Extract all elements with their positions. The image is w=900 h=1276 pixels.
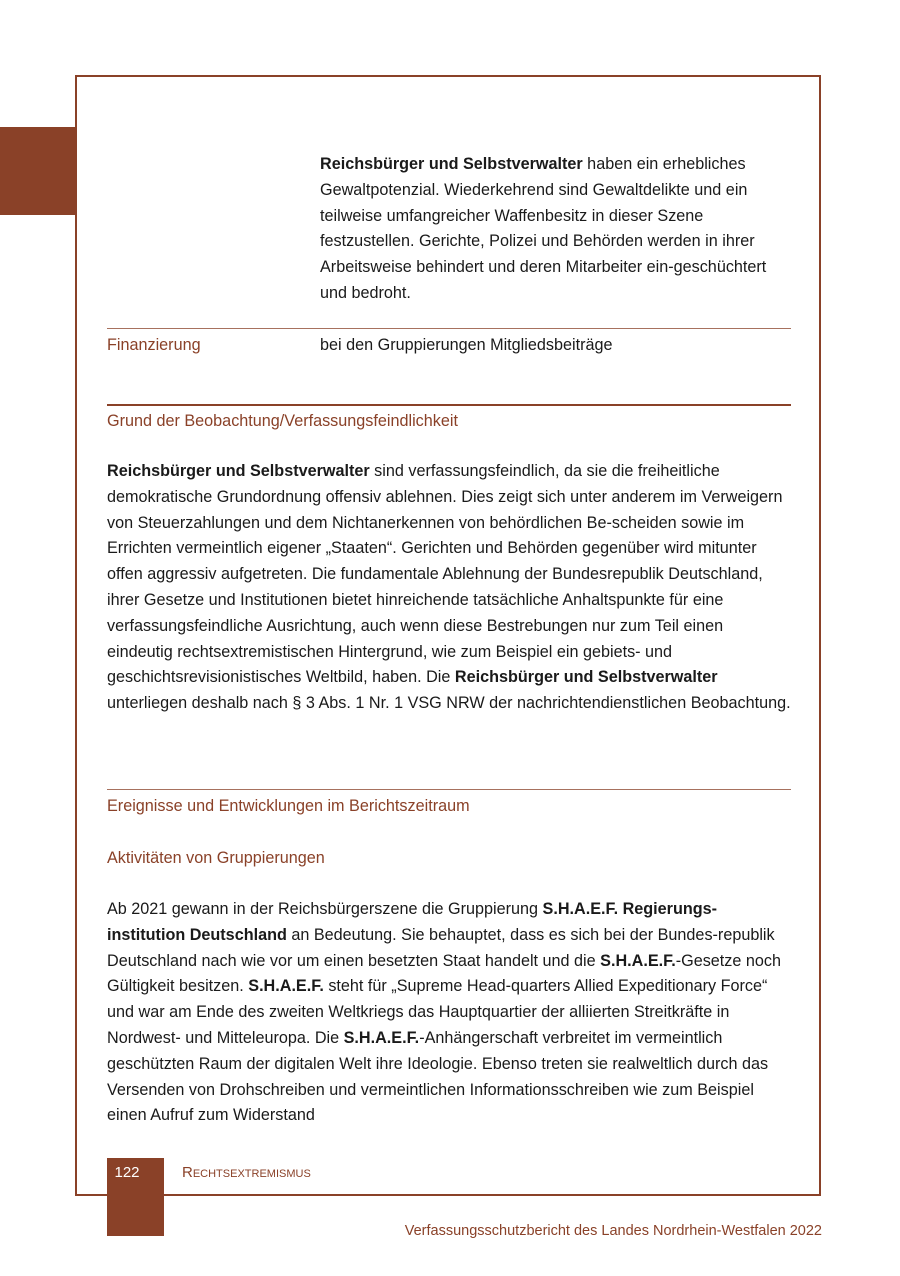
events-text-1: Ab 2021 gewann in der Reichsbürgerszene die Gruppierung: [107, 900, 543, 918]
divider-financing: [107, 328, 791, 329]
events-subheading: Aktivitäten von Gruppierungen: [107, 849, 325, 867]
events-bold-4: S.H.A.E.F.: [343, 1028, 420, 1047]
intro-paragraph: [320, 152, 790, 307]
observation-text-1: sind verfassungsfeindlich, da sie die freiheitliche demokratische Grundordnung offensiv ablehnen. Dies zeigt sich unter anderem im Verweigern von Steuerzahlungen und dem Nichtanerkennen von behördlichen Be-scheiden sowie im Errichten vermeintlich eigener „Staaten“. Gerichten und Behörden gegenüber wird mitunter offen aggressiv aufgetreten. Die fundamentale Ablehnung der Bundesrepublik Deutschland, ihrer Gesetze und Institutionen bietet hinreichende tatsächliche Anhaltspunkte für eine verfassungsfeindliche Ausrichtung, auch wenn diese Bestrebungen nur zum Teil einen eindeutig rechtsextremistischen Hintergrund, wie zum Beispiel ein gebiets- und geschichtsrevisionistisches Weltbild, haben. Die: [107, 462, 783, 687]
events-paragraph: [107, 897, 793, 1129]
events-bold-1: S.H.A.E.F. Regierungs-institution Deutschland: [107, 900, 718, 944]
financing-label: Finanzierung: [107, 336, 201, 354]
publication-title: Verfassungsschutzbericht des Landes Nordrhein-Westfalen 2022: [404, 1223, 822, 1239]
events-text-4: steht für „Supreme Head-quarters Allied Expeditionary Force“ und war am Ende des zweiten Weltkriegs das Hauptquartier der alliierten Streitkräfte in Nordwest- und Mitteleuropa. Die: [107, 977, 768, 1047]
financing-value: bei den Gruppierungen Mitgliedsbeiträge: [320, 336, 613, 354]
page-number: 122: [114, 1164, 140, 1181]
events-bold-2: S.H.A.E.F.: [600, 951, 676, 970]
events-heading: Ereignisse und Entwicklungen im Berichtszeitraum: [107, 797, 470, 815]
events-text-3: -Gesetze noch Gültigkeit besitzen.: [107, 951, 781, 996]
events-bold-3: S.H.A.E.F.: [248, 977, 324, 996]
observation-text-2: unterliegen deshalb nach § 3 Abs. 1 Nr. 1 VSG NRW der nachrichtendienstlichen Beobachtung.: [107, 694, 791, 713]
divider-events: [107, 789, 791, 790]
divider-observation: [107, 404, 791, 406]
intro-text: haben ein erhebliches Gewaltpotenzial. Wiederkehrend sind Gewaltdelikte und ein teilweise umfangreicher Waffenbesitz in dieser Szene festzustellen. Gerichte, Polizei und Behörden werden in ihrer Arbeitsweise behindert und deren Mitarbeiter ein-geschüchtert und bedroht.: [320, 155, 767, 302]
observation-paragraph: [107, 459, 793, 717]
observation-heading: Grund der Beobachtung/Verfassungsfeindlichkeit: [107, 412, 458, 430]
side-tab-marker: [0, 127, 76, 215]
chapter-title: Rechtsextremismus: [182, 1164, 311, 1181]
observation-bold-1: Reichsbürger und Selbstverwalter: [107, 462, 370, 480]
events-text-5: -Anhängerschaft verbreitet im vermeintlich geschützten Raum der digitalen Welt ihre Ideologie. Ebenso treten sie realweltlich durch das Versenden von Drohschreiben und vermeintlichen Informationsschreiben wie zum Beispiel einen Aufruf zum Widerstand: [107, 1028, 769, 1125]
intro-bold: Reichsbürger und Selbstverwalter: [320, 155, 583, 173]
observation-bold-2: Reichsbürger und Selbstverwalter: [454, 668, 718, 687]
events-text-2: an Bedeutung. Sie behauptet, dass es sich bei der Bundes-republik Deutschland nach wie vor um einen besetzten Staat handelt und die: [107, 925, 775, 970]
